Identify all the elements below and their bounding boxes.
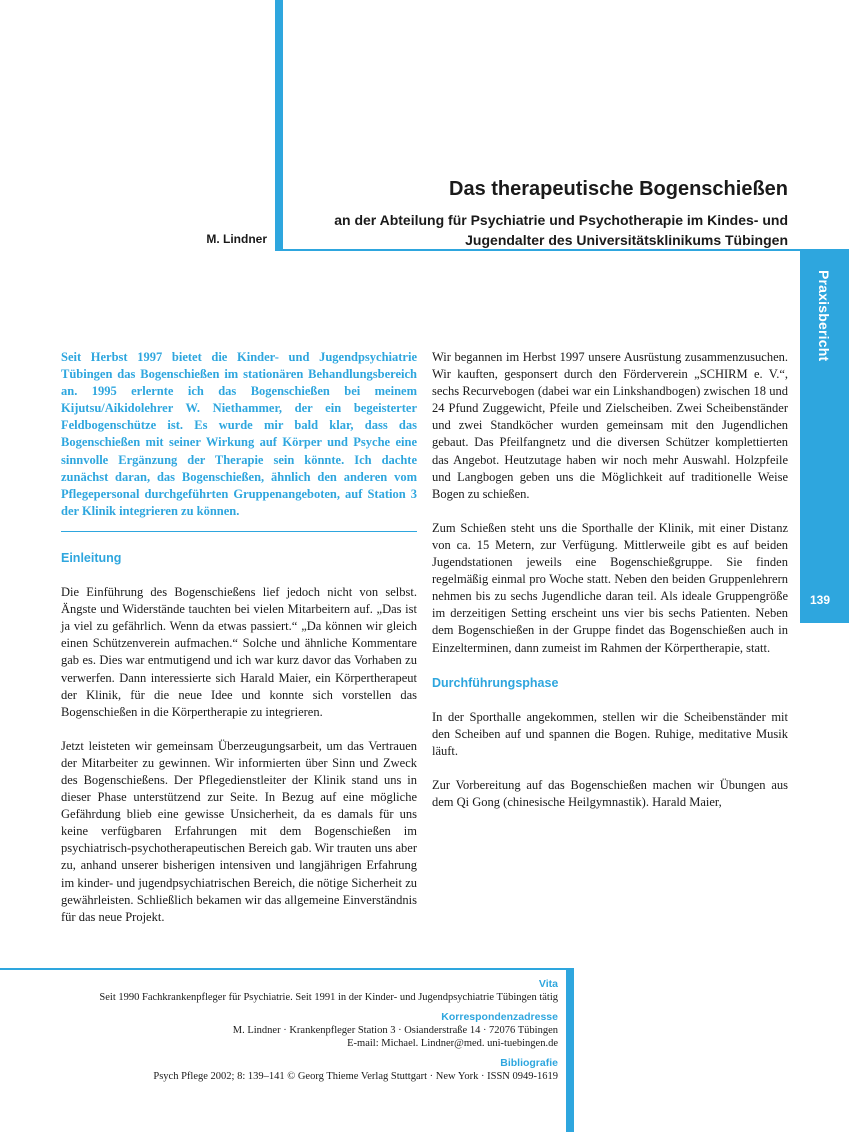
- footer-rule: [0, 968, 574, 970]
- paragraph: Die Einführung des Bogenschießens lief jedoch nicht von selbst. Ängste und Widerstände tauchten bei vielen Mitarbeitern auf. „Das ist ja viel zu gefährlich. Wenn da etwas passiert.“ „Da können wir gleich einen Schützenverein aufmachen.“ Solche und ähnliche Kommentare gab es. Dies war entmutigend und ich war kurz davor das Vorhaben zu verwerfen. Dann interessierte sich Harald Maier, ein Körpertherapeut der Klinik, für die neue Idee und konnte sich vorstellen das Bogenschießen in die Körpertherapie zu integrieren.: [61, 585, 417, 719]
- section-label: Praxisbericht: [816, 270, 832, 362]
- bibliography-label: Bibliografie: [500, 1057, 558, 1069]
- paragraph: Wir begannen im Herbst 1997 unsere Ausrüstung zusammenzusuchen. Wir kauften, gesponsert durch den Förderverein „SCHIRM e. V.“, sechs Recurvebogen (dabei war ein Linkshandbogen) zwischen 18 und 24 Pfund Zuggewicht, Pfeile und Zielscheiben. Zwei Scheibenständer und zwei Standköcher wurden gemeinsam mit den Jugendlichen gebaut. Das Pfeilfangnetz und die diversen Schützer komplettierten das Angebot. Heutzutage haben wir noch mehr Auswahl. Holzpfeile und Langbogen geben uns die Möglichkeit auf traditionelle Weise Bogen zu schießen.: [432, 350, 788, 501]
- paragraph: Zum Schießen steht uns die Sporthalle der Klinik, mit einer Distanz von ca. 15 Metern, zur Verfügung. Mittlerweile gibt es auf beiden Jugendstationen jeweils eine Bogenschießgruppe. Sie finden regelmäßig einmal pro Woche statt. Neben den beiden Gruppenlehrern nehmen bis zu sechs Jugendliche daran teil. Als ideale Gruppengröße im derzeitigen Setting erscheint uns vier bis sechs Patienten. Neben dem Bogenschießen in der Gruppe findet das Bogenschießen auch in Einzelterminen, dann zumeist im Rahmen der Körpertherapie, statt.: [432, 520, 788, 655]
- section-heading-einleitung: Einleitung: [61, 550, 122, 565]
- bibliography-text: Psych Pflege 2002; 8: 139–141 © Georg Thieme Verlag Stuttgart · New York · ISSN 0949-1619: [153, 1071, 558, 1082]
- article-title: Das therapeutische Bogenschießen: [449, 178, 788, 200]
- email-line: E-mail: Michael. Lindner@med. uni-tuebingen.de: [347, 1038, 558, 1049]
- address-label: Korrespondenzadresse: [441, 1011, 558, 1023]
- abstract: Seit Herbst 1997 bietet die Kinder- und Jugendpsychiatrie Tübingen das Bogenschießen im stationären Behandlungsbereich an. 1995 erlernte ich das Bogenschießen bei meinem Kijutsu/Aikidolehrer W. Niethammer, der ein begeisterter Feldbogenschütze ist. Es wurde mir bald klar, dass das Bogenschießen mit seiner Wirkung auf Körper und Psyche eine sinnvolle Ergänzung der Therapie sein könnte. Ich dachte zunächst daran, das Bogenschießen, ähnlich den anderen vom Pflegepersonal durchgeführten Gruppenangeboten, auf Station 3 der Klinik integrieren zu können.: [61, 350, 417, 518]
- left-column: [61, 349, 417, 943]
- paragraph: Jetzt leisteten wir gemeinsam Überzeugungsarbeit, um das Vertrauen der Mitarbeiter zu gewinnen. Wir informierten über Sinn und Zweck des Bogenschießens. Der Pflegedienstleiter der Klinik stand uns in dieser Phase unterstützend zur Seite. In Bezug auf eine mögliche Gefährdung blieb eine gewisse Unsicherheit, da es damals für uns keine verfügbaren Erfahrungen mit dem Bogenschießen im psychiatrisch-psychotherapeutischen Bereich gab. Wir trauten uns aber zu, anhand unserer bisherigen intensiven und langjährigen Erfahrung im kinder- und jugendpsychiatrischen Bereich, die nötige Sicherheit zu gewährleisten. Schließlich bekamen wir das allgemeine Einverständnis für das neue Projekt.: [61, 738, 417, 924]
- paragraph: In der Sporthalle angekommen, stellen wir die Scheibenständer mit den Scheiben auf und spannen die Bogen. Ruhige, meditative Musik läuft.: [432, 709, 788, 758]
- address-line: M. Lindner · Krankenpfleger Station 3 · Osianderstraße 14 · 72076 Tübingen: [232, 1025, 558, 1036]
- paragraph: Zur Vorbereitung auf das Bogenschießen machen wir Übungen aus dem Qi Gong (chinesische Heilgymnastik). Harald Maier,: [432, 777, 788, 810]
- article-subtitle: [318, 210, 788, 250]
- footer-accent-bar: [566, 968, 574, 1132]
- title-block: [318, 178, 788, 250]
- author-name: M. Lindner: [206, 232, 267, 246]
- vita-label: Vita: [538, 978, 558, 990]
- subtitle-line-1: an der Abteilung für Psychiatrie und Psychotherapie im Kindes- und: [334, 212, 788, 228]
- right-column: [432, 349, 788, 828]
- section-heading-durchfuehrungsphase: Durchführungsphase: [432, 675, 559, 690]
- vita-text: Seit 1990 Fachkrankenpfleger für Psychiatrie. Seit 1991 in der Kinder- und Jugendpsychiatrie Tübingen tätig: [99, 992, 558, 1003]
- abstract-divider: [61, 531, 417, 532]
- page-number: 139: [809, 593, 831, 607]
- subtitle-line-2: Jugendalter des Universitätsklinikums Tübingen: [465, 232, 788, 248]
- header-accent-bar: [275, 0, 283, 251]
- footer-info: [20, 978, 558, 1083]
